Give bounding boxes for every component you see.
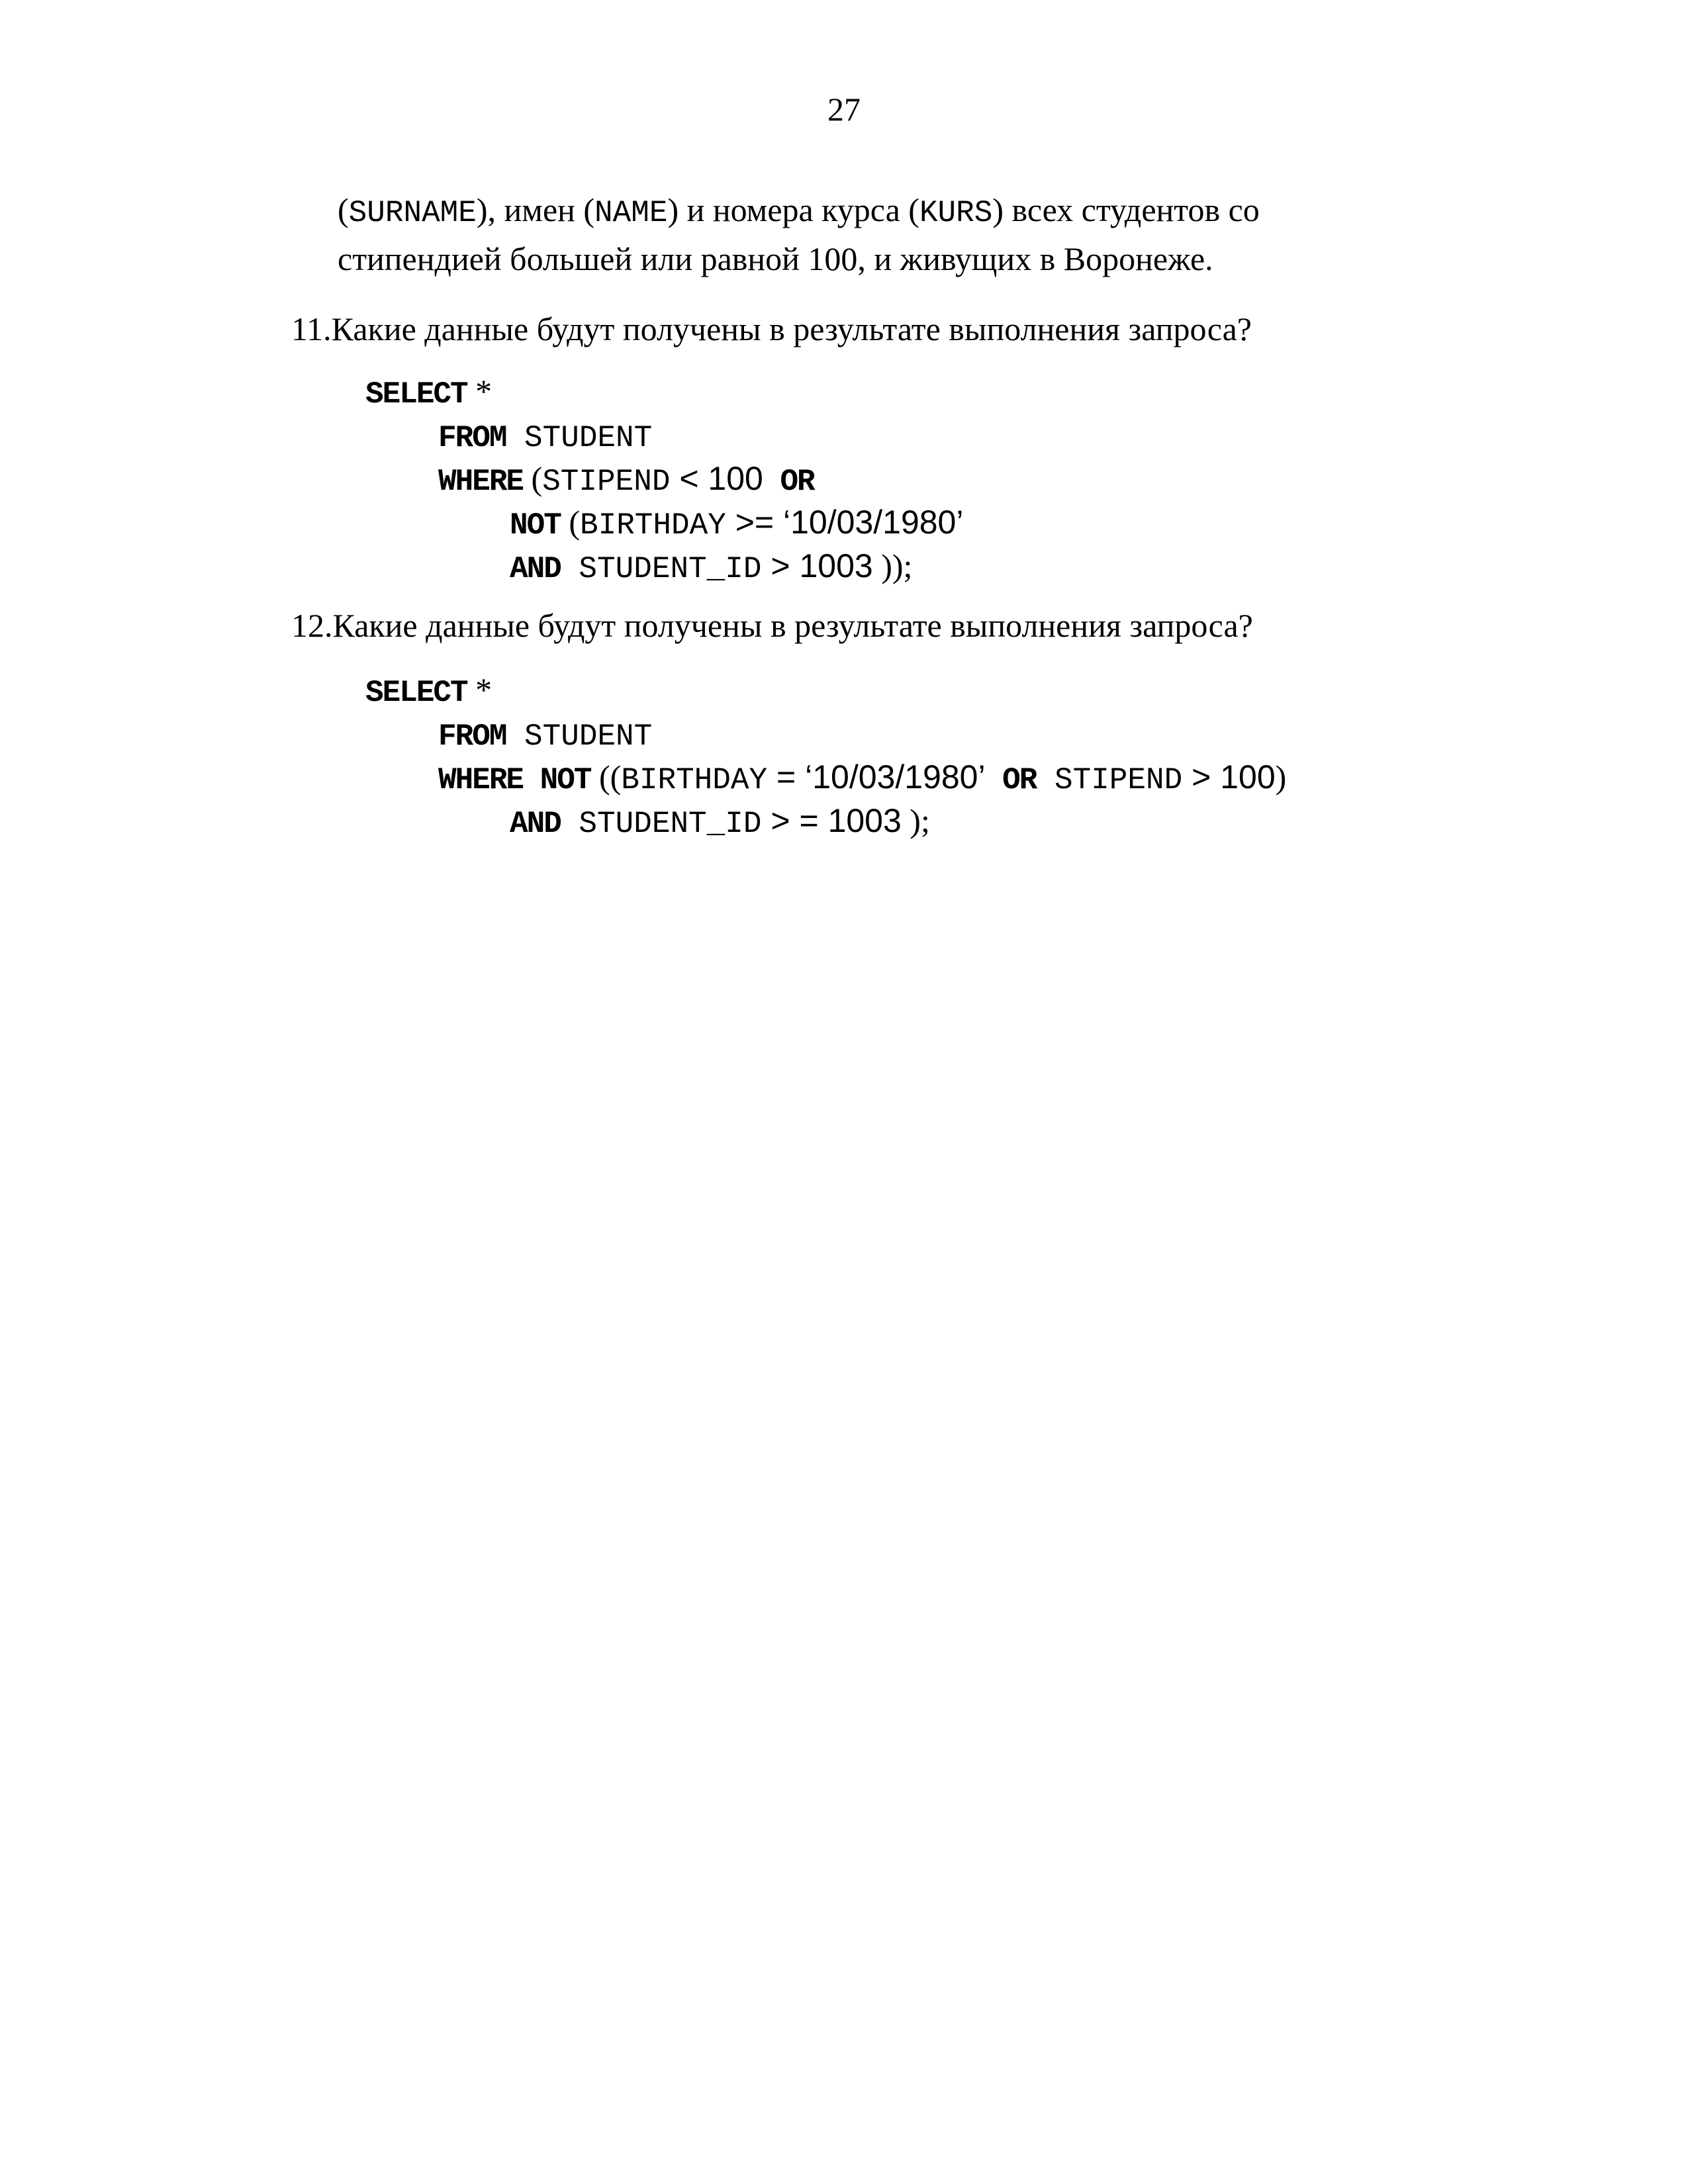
sql-number: 100 — [1220, 758, 1276, 796]
intro-text: ) и номера курса ( — [667, 191, 919, 228]
intro-text: ), имен ( — [476, 191, 595, 228]
sql-field: STUDENT_ID — [560, 552, 762, 586]
intro-text: ) всех студентов со — [992, 191, 1260, 228]
sql-field: BIRTHDAY — [579, 508, 726, 543]
sql-keyword: FROM — [438, 421, 506, 455]
sql-operator: > — [761, 547, 800, 584]
sql-keyword: AND — [510, 807, 561, 841]
sql-text: * — [467, 373, 492, 410]
sql-keyword: OR — [985, 763, 1037, 797]
sql-number: 1003 — [799, 547, 873, 584]
q12-from-line — [438, 717, 652, 752]
sql-number: 1003 — [827, 802, 902, 839]
q12-select-line — [365, 673, 492, 708]
q11-select-line — [365, 375, 492, 410]
q11-where-line — [438, 462, 814, 497]
sql-keyword: WHERE — [438, 763, 524, 797]
question-12: 12.Какие данные будут получены в результате выполнения запроса? — [291, 607, 1253, 644]
sql-text: (( — [590, 758, 622, 796]
sql-field: STIPEND — [1036, 763, 1183, 797]
page-number: 27 — [827, 91, 861, 128]
q11-not-line — [510, 506, 963, 541]
sql-operator: > = — [761, 802, 828, 839]
sql-text: ( — [523, 460, 543, 497]
q12-and-line — [510, 804, 930, 839]
field-name: NAME — [594, 196, 668, 230]
intro-text: ( — [338, 191, 349, 228]
field-surname: SURNAME — [348, 196, 477, 230]
sql-field: STUDENT_ID — [560, 807, 762, 841]
sql-operator: = — [767, 758, 806, 796]
sql-operator: > — [1182, 758, 1221, 796]
sql-field: BIRTHDAY — [621, 763, 768, 797]
field-kurs: KURS — [919, 196, 993, 230]
q12-where-line — [438, 760, 1286, 796]
sql-text: ) — [1275, 758, 1287, 796]
sql-keyword: NOT — [510, 508, 561, 543]
sql-keyword: FROM — [438, 719, 506, 754]
sql-date: ‘10/03/1980’ — [805, 758, 986, 796]
sql-keyword: SELECT — [365, 676, 467, 710]
sql-number: 100 — [708, 460, 763, 497]
sql-table: STUDENT — [506, 421, 653, 455]
sql-field: STIPEND — [542, 465, 671, 499]
sql-operator: < — [670, 460, 708, 497]
sql-keyword: SELECT — [365, 377, 467, 412]
intro-line-1 — [338, 185, 1496, 238]
intro-line-2: стипендией большей или равной 100, и живущих в Воронеже. — [338, 240, 1213, 277]
sql-keyword: AND — [510, 552, 561, 586]
sql-text: )); — [872, 547, 913, 584]
sql-text: ); — [901, 802, 930, 839]
sql-text: * — [467, 671, 492, 708]
sql-table: STUDENT — [506, 719, 653, 754]
sql-text: ( — [560, 504, 580, 541]
sql-keyword: WHERE — [438, 465, 524, 499]
q11-from-line — [438, 418, 652, 453]
sql-date: ‘10/03/1980’ — [783, 504, 964, 541]
sql-keyword: NOT — [523, 763, 591, 797]
q11-and-line — [510, 549, 912, 584]
question-11: 11.Какие данные будут получены в результате выполнения запроса? — [291, 310, 1252, 347]
sql-operator: >= — [726, 504, 784, 541]
sql-keyword: OR — [763, 465, 814, 499]
